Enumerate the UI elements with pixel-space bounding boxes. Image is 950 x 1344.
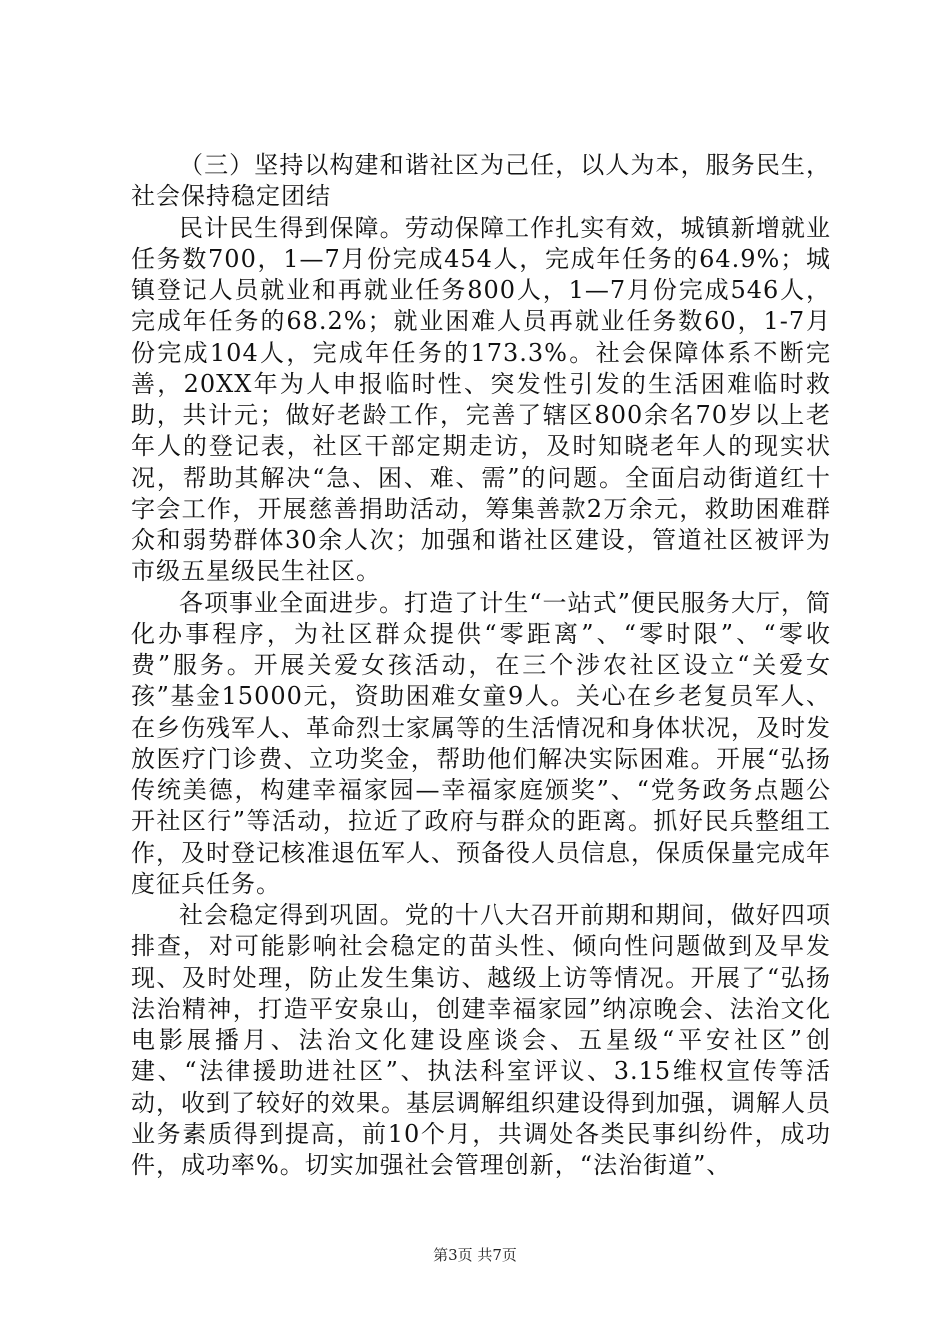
- paragraph-undertakings: 各项事业全面进步。打造了计生“一站式”便民服务大厅，简化办事程序，为社区群众提供“零距离”、“零时限”、“零收费”服务。开展关爱女孩活动，在三个涉农社区设立“关爱女孩”基金15000元，资助困难女童9人。关心在乡老复员军人、在乡伤残军人、革命烈士家属等的生活情况和身体状况，及时发放医疗门诊费、立功奖金，帮助他们解决实际困难。开展“弘扬传统美德，构建幸福家园—幸福家庭颁奖”、“党务政务点题公开社区行”等活动，拉近了政府与群众的距离。抓好民兵整组工作，及时登记核准退伍军人、预备役人员信息，保质保量完成年度征兵任务。: [131, 588, 831, 898]
- section-heading: （三）坚持以构建和谐社区为己任，以人为本，服务民生，社会保持稳定团结: [131, 151, 831, 211]
- document-body: [131, 150, 831, 1181]
- paragraph-livelihood: 民计民生得到保障。劳动保障工作扎实有效，城镇新增就业任务数700，1—7月份完成454人，完成年任务的64.9%；城镇登记人员就业和再就业任务800人，1—7月份完成546人，完成年任务的68.2%；就业困难人员再就业任务数60，1-7月份完成104人，完成年任务的173.3%。社会保障体系不断完善，20XX年为人申报临时性、突发性引发的生活困难临时救助，共计元；做好老龄工作，完善了辖区800余名70岁以上老年人的登记表，社区干部定期走访，及时知晓老年人的现实状况，帮助其解决“急、困、难、需”的问题。全面启动街道红十字会工作，开展慈善捐助活动，筹集善款2万余元，救助困难群众和弱势群体30余人次；加强和谐社区建设，管道社区被评为市级五星级民生社区。: [131, 213, 831, 586]
- page-number-footer: 第3页 共7页: [433, 1246, 517, 1264]
- paragraph-stability: 社会稳定得到巩固。党的十八大召开前期和期间，做好四项排查，对可能影响社会稳定的苗头性、倾向性问题做到及早发现、及时处理，防止发生集访、越级上访等情况。开展了“弘扬法治精神，打造平安泉山，创建幸福家园”纳凉晚会、法治文化电影展播月、法治文化建设座谈会、五星级“平安社区”创建、“法律援助进社区”、执法科室评议、3.15维权宣传等活动，收到了较好的效果。基层调解组织建设得到加强，调解人员业务素质得到提高，前10个月，共调处各类民事纠纷件，成功件，成功率%。切实加强社会管理创新，“法治街道”、: [131, 901, 831, 1179]
